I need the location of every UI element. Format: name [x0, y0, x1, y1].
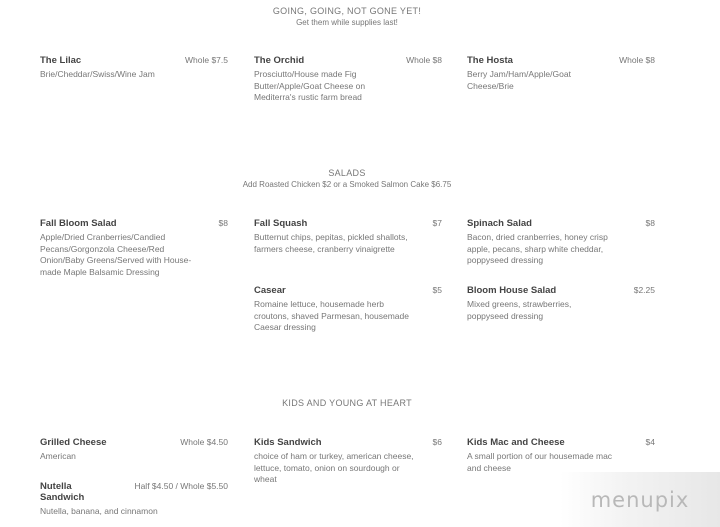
item-price: $8 [218, 218, 228, 228]
menu-item-fall-bloom-salad [40, 218, 228, 278]
item-description: Berry Jam/Ham/Apple/Goat Cheese/Brie [467, 69, 571, 91]
menu-item-bloom-house-salad [467, 285, 655, 322]
item-description: Brie/Cheddar/Swiss/Wine Jam [40, 69, 155, 79]
kids-header [0, 398, 694, 408]
item-name: Bloom House Salad [467, 285, 557, 296]
watermark-logo-text: menupix [590, 487, 690, 512]
item-name: Nutella Sandwich [40, 481, 85, 503]
menu-item-spinach-salad [467, 218, 655, 267]
item-name: Fall Bloom Salad [40, 218, 117, 229]
kids-title: KIDS AND YOUNG AT HEART [282, 398, 412, 408]
item-name: Fall Squash [254, 218, 308, 229]
menu-item-grilled-cheese [40, 437, 228, 463]
item-description: Romaine lettuce, housemade herb croutons, shaved Parmesan, housemade Caesar dressing [254, 299, 409, 332]
item-name: Kids Sandwich [254, 437, 322, 448]
menu-item-kids-sandwich [254, 437, 442, 486]
menu-item-kids-mac-and-cheese [467, 437, 655, 474]
item-name: Kids Mac and Cheese [467, 437, 565, 448]
item-name: Spinach Salad [467, 218, 532, 229]
item-description: choice of ham or turkey, american cheese, lettuce, tomato, onion on sourdough or wheat [254, 451, 414, 484]
salads-subtitle: Add Roasted Chicken $2 or a Smoked Salmon Cake $6.75 [242, 180, 452, 189]
salads-title: SALADS [328, 168, 366, 178]
item-price: Whole $7.5 [185, 55, 228, 65]
item-price: Whole $8 [619, 55, 655, 65]
item-description: A small portion of our housemade mac and cheese [467, 451, 613, 473]
specials-header [0, 6, 694, 27]
item-name: The Hosta [467, 55, 513, 66]
item-price: $4 [645, 437, 655, 447]
item-price: Whole $8 [406, 55, 442, 65]
item-price: $7 [432, 218, 442, 228]
item-name: The Lilac [40, 55, 82, 66]
menu-item-orchid [254, 55, 442, 104]
salads-header [0, 168, 694, 189]
specials-subtitle: Get them while supplies last! [296, 18, 398, 27]
item-description: Apple/Dried Cranberries/Candied Pecans/Gorgonzola Cheese/Red Onion/Baby Greens/Served with House-made Maple Balsamic Dressing [40, 232, 192, 277]
item-price: Half $4.50 / Whole $5.50 [134, 481, 228, 491]
menu-item-hosta [467, 55, 655, 92]
item-name: Casear [254, 285, 286, 296]
item-price: $2.25 [633, 285, 655, 295]
item-description: Butternut chips, pepitas, pickled shallots, farmers cheese, cranberry vinaigrette [254, 232, 408, 254]
menu-item-fall-squash [254, 218, 442, 255]
item-description: Bacon, dried cranberries, honey crisp apple, pecans, sharp white cheddar, poppyseed dressing [467, 232, 608, 265]
item-description: Prosciutto/House made Fig Butter/Apple/Goat Cheese on Mediterra's rustic farm bread [254, 69, 366, 102]
item-price: $6 [432, 437, 442, 447]
item-description: Nutella, banana, and cinnamon [40, 506, 158, 516]
menupix-watermark [560, 472, 720, 527]
item-description: Mixed greens, strawberries, poppyseed dressing [467, 299, 572, 321]
specials-title: GOING, GOING, NOT GONE YET! [272, 6, 422, 16]
menu-item-lilac [40, 55, 228, 81]
menu-item-casear [254, 285, 442, 334]
item-name: The Orchid [254, 55, 305, 66]
menu-item-nutella-sandwich [40, 481, 228, 518]
item-name: Grilled Cheese [40, 437, 107, 448]
item-price: $5 [432, 285, 442, 295]
item-price: Whole $4.50 [180, 437, 228, 447]
item-description: American [40, 451, 76, 461]
item-price: $8 [645, 218, 655, 228]
